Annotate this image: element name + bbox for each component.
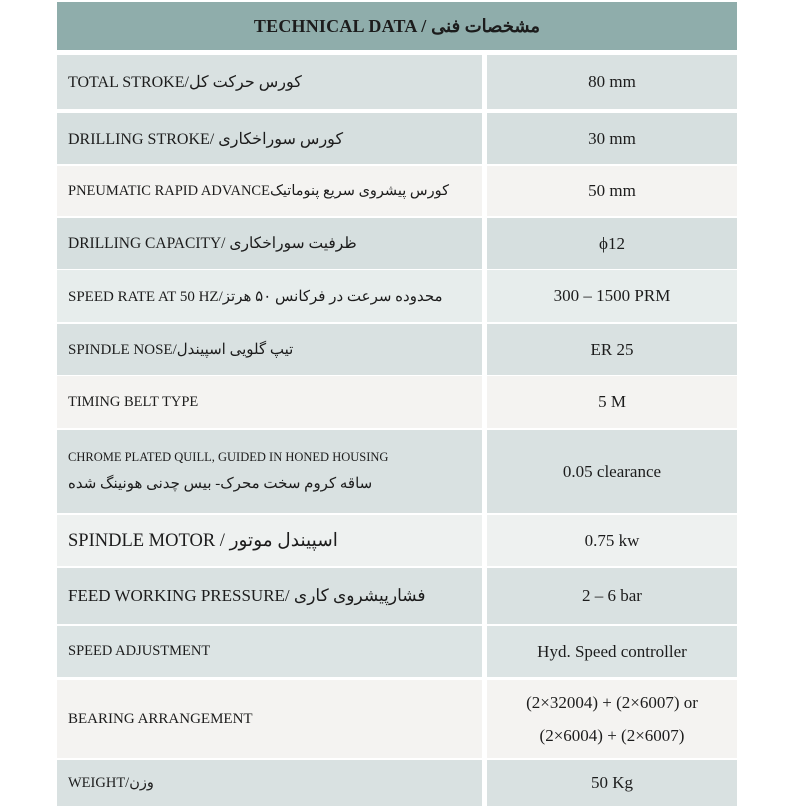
row-label: FEED WORKING PRESSURE/ فشارپیشروی کاری [57, 568, 482, 624]
row-drilling-capacity [57, 218, 737, 269]
row-value: 80 mm [487, 55, 737, 109]
row-label: SPEED RATE AT 50 HZ/محدوده سرعت در فرکانس ۵۰ هرتز [57, 270, 482, 322]
table-header [57, 2, 737, 50]
technical-data-sheet [57, 2, 737, 806]
row-total-stroke [57, 55, 737, 109]
row-label: TOTAL STROKE/کورس حرکت کل [57, 55, 482, 109]
row-label-line1: CHROME PLATED QUILL, GUIDED IN HONED HOUSING [68, 450, 389, 464]
row-weight [57, 760, 737, 806]
row-chrome-plated-quill [57, 430, 737, 513]
row-value: 0.05 clearance [487, 430, 737, 513]
row-speed-adjustment [57, 626, 737, 677]
row-value-line2: (2×6004) + (2×6007) [539, 725, 685, 745]
row-value: Hyd. Speed controller [487, 626, 737, 677]
row-drilling-stroke [57, 113, 737, 164]
row-label-line2: ساقه کروم سخت محرک- بیس چدنی هونینگ شده [68, 476, 373, 492]
row-spindle-nose [57, 324, 737, 375]
row-label: DRILLING STROKE/ کورس سوراخکاری [57, 113, 482, 164]
row-value-line1: (2×32004) + (2×6007) or [526, 692, 698, 712]
row-feed-working-pressure [57, 568, 737, 624]
row-value: 0.75 kw [487, 515, 737, 566]
row-label: TIMING BELT TYPE [57, 376, 482, 428]
row-spindle-motor [57, 515, 737, 566]
row-label: BEARING ARRANGEMENT [57, 680, 482, 758]
row-label: WEIGHT/وزن [57, 760, 482, 806]
row-label [57, 430, 482, 513]
row-timing-belt-type [57, 376, 737, 428]
row-value: 50 Kg [487, 760, 737, 806]
row-value: ϕ12 [487, 218, 737, 269]
row-label: SPEED ADJUSTMENT [57, 626, 482, 677]
row-value: ER 25 [487, 324, 737, 375]
row-speed-rate [57, 270, 737, 322]
row-label: DRILLING CAPACITY/ ظرفیت سوراخکاری [57, 218, 482, 269]
row-value: 5 M [487, 376, 737, 428]
row-value: 300 – 1500 PRM [487, 270, 737, 322]
row-value: 2 – 6 bar [487, 568, 737, 624]
row-value: 30 mm [487, 113, 737, 164]
row-label: SPINDLE MOTOR / اسپیندل موتور [57, 515, 482, 566]
row-label: SPINDLE NOSE/تیپ گلویی اسپیندل [57, 324, 482, 375]
row-pneumatic-rapid-advance [57, 166, 737, 216]
row-bearing-arrangement [57, 680, 737, 758]
row-value: 50 mm [487, 166, 737, 216]
table-title: TECHNICAL DATA / مشخصات فنی [253, 15, 541, 36]
row-value [487, 680, 737, 758]
row-label: PNEUMATIC RAPID ADVANCEکورس پیشروی سریع پنوماتیک [57, 166, 482, 216]
